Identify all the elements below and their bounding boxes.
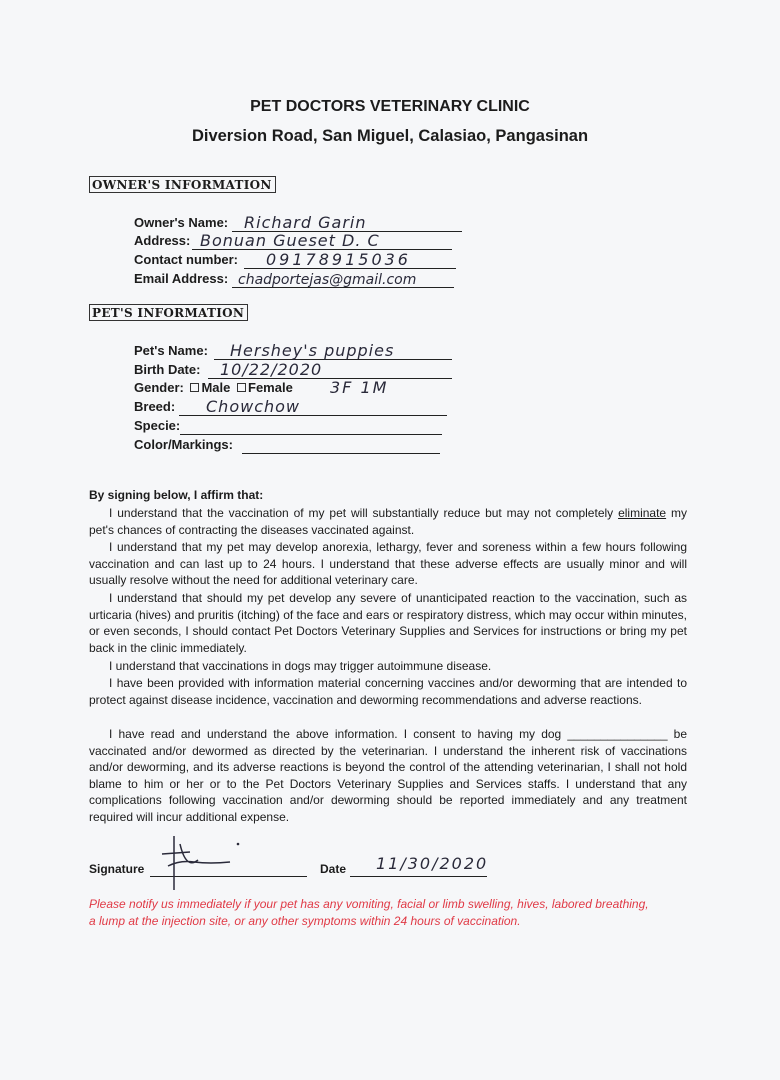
pet-name-value[interactable]: Hershey's puppies (230, 341, 395, 360)
pet-gender-note[interactable]: 3F 1M (330, 378, 389, 397)
affirm-intro: By signing below, I affirm that: (89, 488, 264, 502)
owner-section-title: OWNER'S INFORMATION (89, 176, 276, 193)
pet-color-line[interactable] (242, 452, 440, 454)
pet-breed-value[interactable]: Chowchow (206, 397, 300, 416)
owner-email-label: Email Address: (134, 271, 229, 286)
pet-specie-field (134, 417, 464, 435)
affirm-p1-underlined: eliminate (618, 506, 667, 520)
male-checkbox[interactable] (190, 383, 199, 392)
owner-contact-field (134, 251, 464, 269)
owner-name-field (134, 214, 464, 232)
clinic-name: PET DOCTORS VETERINARY CLINIC (250, 98, 530, 115)
pet-gender-group (134, 380, 293, 395)
pet-birthdate-label: Birth Date: (134, 362, 201, 377)
affirm-paragraph-3: I understand that should my pet develop any severe of unanticipated reaction to the vaccination, such as urticaria (hives) and pruritis (itching) of the face and ears or respiratory distress, which may occur within minutes, or even seconds, I should contact Pet Doctors Veterinary Supplies and Services for instructions or bring my pet back in the clinic immediately. (89, 591, 687, 655)
pet-specie-line[interactable] (180, 433, 442, 435)
owner-email-field (134, 270, 464, 288)
pet-breed-field (134, 398, 464, 416)
pet-name-label: Pet's Name: (134, 343, 208, 358)
owner-name-label: Owner's Name: (134, 215, 229, 230)
pet-color-field (134, 436, 464, 454)
pet-section-title: PET'S INFORMATION (89, 304, 248, 321)
date-line (350, 876, 487, 877)
date-value[interactable]: 11/30/2020 (376, 854, 489, 873)
female-checkbox[interactable] (237, 383, 246, 392)
signature-mark (150, 830, 260, 894)
owner-name-value[interactable]: Richard Garin (244, 213, 367, 232)
owner-address-field (134, 232, 464, 250)
notice-text: Please notify us immediately if your pet has any vomiting, facial or limb swelling, hives, labored breathing, a lump at the injection site, or any other symptoms within 24 hours of vaccination. (89, 897, 649, 928)
pet-birthdate-field (134, 361, 464, 379)
signature-label: Signature (89, 862, 145, 876)
female-label: Female (248, 380, 293, 395)
affirm-paragraph-1 (89, 505, 687, 538)
pet-name-field (134, 342, 464, 360)
clinic-address: Diversion Road, San Miguel, Calasiao, Pangasinan (191, 127, 589, 145)
pet-specie-label: Specie: (134, 418, 181, 433)
pet-birthdate-value[interactable]: 10/22/2020 (220, 360, 323, 379)
owner-address-value[interactable]: Bonuan Gueset D. C (200, 231, 380, 250)
affirm-paragraph-4: I understand that vaccinations in dogs may trigger autoimmune disease. (109, 659, 492, 673)
affirm-p1-text-a: I understand that the vaccination of my pet will substantially reduce but may not completely (109, 506, 619, 520)
owner-contact-label: Contact number: (134, 252, 238, 267)
owner-contact-value[interactable]: 09178915036 (266, 250, 411, 269)
pet-gender-field (134, 379, 464, 397)
pet-breed-label: Breed: (134, 399, 176, 414)
affirm-paragraph-5: I have been provided with information material concerning vaccines and/or deworming that are intended to protect against disease incidence, vaccination and deworming recommendations and adverse reactions. (89, 676, 687, 707)
owner-email-value[interactable]: chadportejas@gmail.com (238, 272, 417, 288)
affirm-paragraph-2: I understand that my pet may develop anorexia, lethargy, fever and soreness within a few hours following vaccination and can last up to 24 hours. I understand that these adverse effects are usually minor and will usually resolve without the need for additional veterinary care. (89, 540, 687, 588)
owner-address-label: Address: (134, 233, 191, 248)
affirm-paragraph-6: I have read and understand the above information. I consent to having my dog _______________ be vaccinated and/or dewormed as directed by the veterinarian. I understand the inherent risk of vaccinations and/or deworming, and its adverse reactions is beyond the control of the attending veterinarian, I shall not hold blame to him or her or to the Pet Doctors Veterinary Supplies and Services staffs. I understand that any complications following vaccination and/or deworming should be reported immediately and any treatment required will incur additional expense. (89, 727, 687, 824)
affirm-p1-text-b: my pet's chances of contracting the diseases vaccinated against. (89, 506, 687, 537)
date-label: Date (320, 862, 347, 876)
male-label: Male (201, 380, 231, 395)
pet-color-label: Color/Markings: (134, 437, 233, 452)
pet-gender-label: Gender: (134, 380, 184, 395)
